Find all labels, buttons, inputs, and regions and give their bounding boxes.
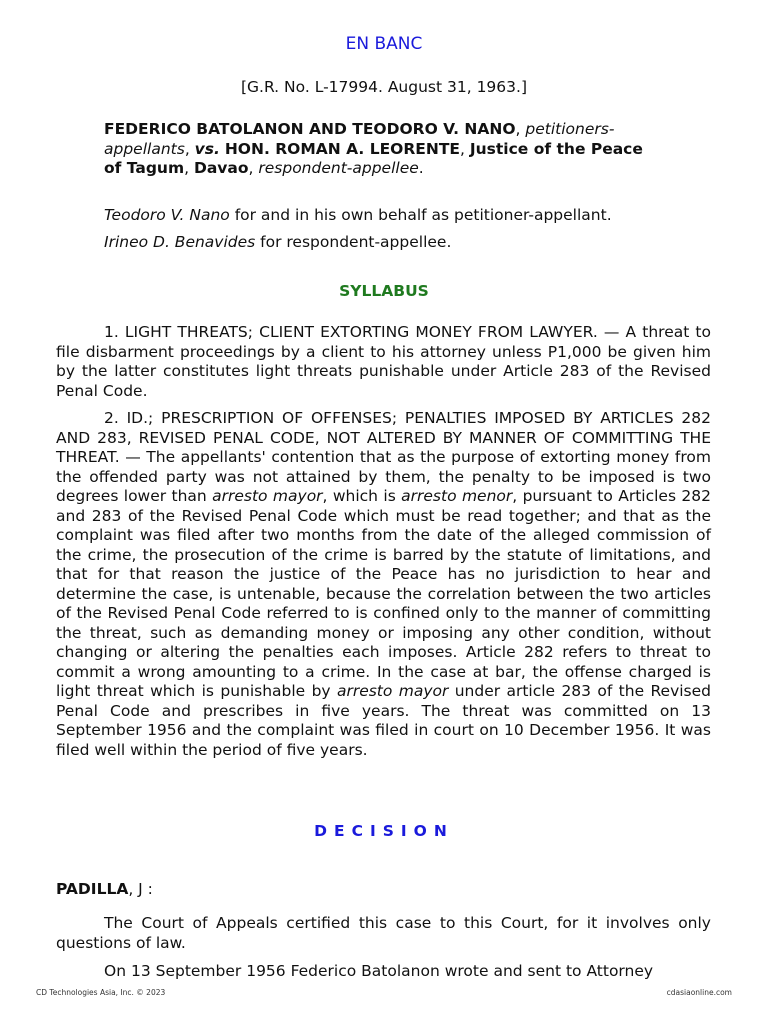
- counsel-name: Irineo D. Benavides: [104, 233, 256, 251]
- counsel-respondent: [104, 233, 451, 251]
- footer-copyright: CD Technologies Asia, Inc. © 2023: [36, 988, 166, 997]
- syllabus-text: 2. ID.; PRESCRIPTION OF OFFENSES; PENALTIES IMPOSED BY ARTICLES 282 AND 283, REVISED PENAL CODE, NOT ALTERED BY MANNER OF COMMITTING THE THREAT. — The appellants' contention that as the purpose of extorting money from the offended party was not attained by them, the penalty to be imposed is two degrees lower than: [56, 409, 711, 505]
- versus: vs.: [194, 139, 220, 158]
- counsel-petitioner: [104, 206, 612, 224]
- case-number: [G.R. No. L-17994. August 31, 1963.]: [240, 78, 527, 96]
- decision-heading: DECISION: [314, 822, 454, 840]
- petitioners-name: FEDERICO BATOLANON AND TEODORO V. NANO: [104, 120, 516, 138]
- syllabus-text: under article 283 of the Revised Penal Code and prescribes in five years. The threat was committed on 13 September 1956 and the complaint was filed in court on 10 December 1956. It was filed well within the period of five years.: [56, 682, 712, 759]
- footer-site[interactable]: cdasiaonline.com: [666, 988, 732, 997]
- syllabus-text: , pursuant to Articles 282 and 283 of the Revised Penal Code which must be read together; and that as the complaint was filed after two months from the date of the alleged commission of the crime, the prosecution of the crime is barred by the statute of limitations, and that for that reason the justice of the Peace has no jurisdiction to hear and determine the case, is untenable, because the correlation between the two articles of the Revised Penal Code referred to is confined only to the manner of committing the threat, such as demanding money or imposing any other condition, without changing or altering the penalties each imposes. Article 282 refers to threat to commit a wrong amounting to a crime. In the case at bar, the offense charged is light threat which is punishable by: [56, 487, 711, 700]
- respondent-role: respondent-appellee: [258, 159, 419, 177]
- ponente-suffix: , J :: [128, 880, 153, 898]
- latin-term: arresto menor: [401, 487, 513, 505]
- respondent-place: Davao: [193, 159, 249, 177]
- decision-paragraph-1: The Court of Appeals certified this case to this Court, for it involves only questions of law.: [56, 914, 711, 952]
- syllabus-item-2: [56, 409, 711, 760]
- syllabus-heading: SYLLABUS: [339, 282, 429, 300]
- syllabus-text: , which is: [322, 487, 402, 505]
- case-parties: FEDERICO BATOLANON AND TEODORO V. NANO, petitioners-appellants, vs. HON. ROMAN A. LEORENTE, Justice of the Peace of Tagum, Davao, respondent-appellee.: [104, 120, 643, 177]
- ponente: [56, 880, 153, 898]
- court-division: EN BANC: [345, 34, 423, 54]
- respondent-name: HON. ROMAN A. LEORENTE: [224, 139, 460, 158]
- counsel-text: for and in his own behalf as petitioner-appellant.: [229, 206, 612, 224]
- counsel-name: Teodoro V. Nano: [104, 206, 230, 224]
- latin-term: arresto mayor: [336, 682, 449, 700]
- decision-paragraph-2: On 13 September 1956 Federico Batolanon wrote and sent to Attorney: [104, 962, 654, 980]
- latin-term: arresto mayor: [212, 487, 323, 505]
- petitioners-role: petitioners-appellants: [104, 120, 615, 158]
- syllabus-item-1: 1. LIGHT THREATS; CLIENT EXTORTING MONEY FROM LAWYER. — A threat to file disbarment proceedings by a client to his attorney unless P1,000 be given him by the latter constitutes light threats punishable under Article 283 of the Revised Penal Code.: [56, 323, 711, 400]
- respondent-title: Justice of the Peace of Tagum: [104, 139, 643, 177]
- ponente-name: PADILLA: [56, 880, 129, 898]
- counsel-text: for respondent-appellee.: [255, 233, 452, 251]
